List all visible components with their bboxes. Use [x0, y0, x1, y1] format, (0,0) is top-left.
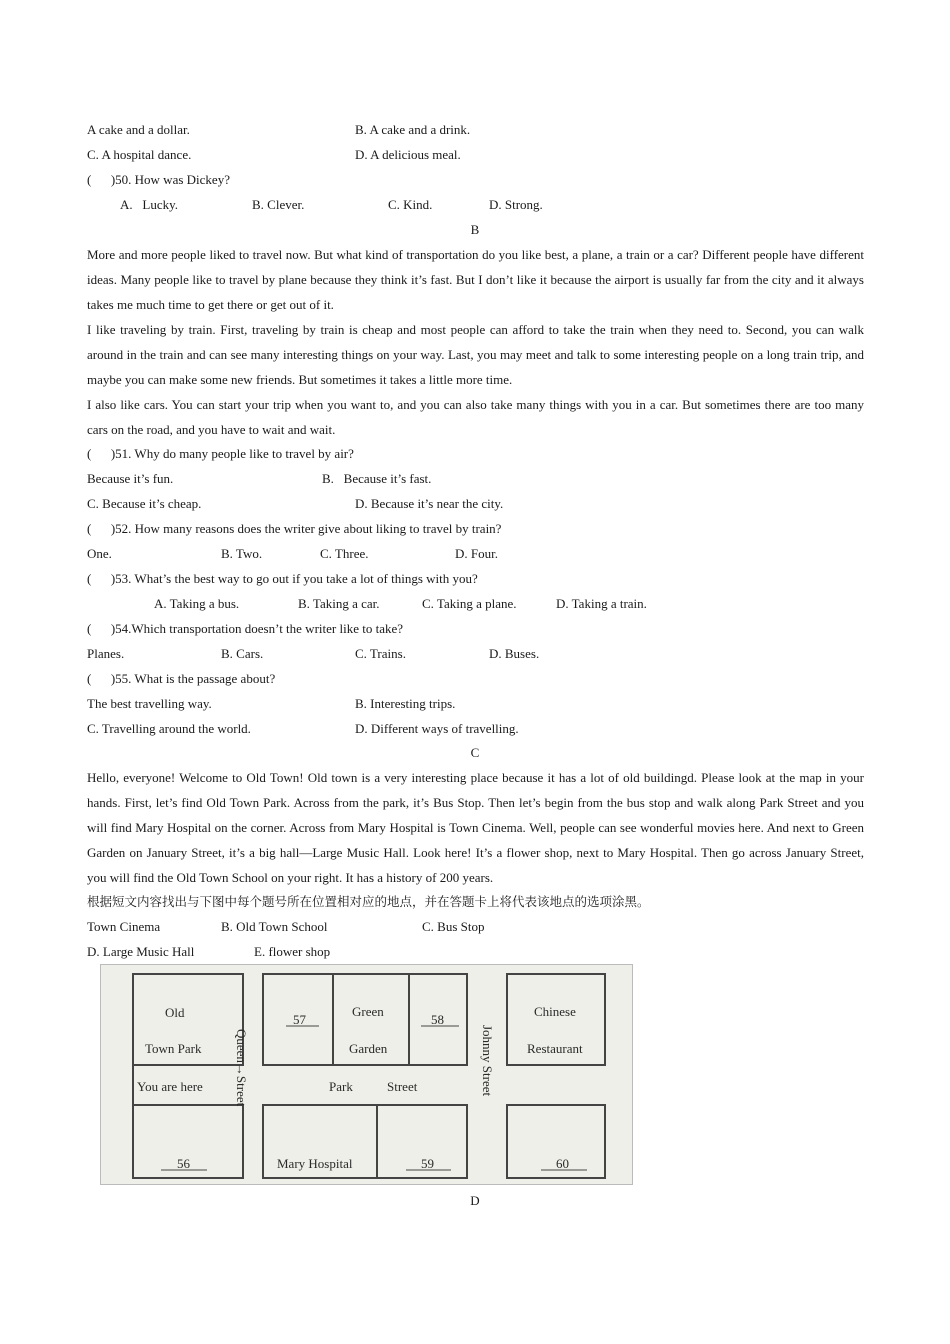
section-c-paragraph: Hello, everyone! Welcome to Old Town! Old town is a very interesting place because it has a lot of old buildingd. Please look at the map in your hands. First, let’s find Old Town Park. Across from the park, it’s Bus Stop. Then let’s begin from the bus stop and walk along Park Street and you will find Mary Hospital on the corner. Across from Mary Hospital is Town Cinema. Well, people can see wonderful movies here. And next to Green Garden on January Street, it’s a big hall—Large Music Hall. Look here! It’s a flower shop, next to Mary Hospital. Then go across January Street, you will find the Old Town School on your right. It has a history of 200 years. [87, 770, 864, 885]
section-c-heading: C [470, 745, 480, 760]
q53-option-b: B. Taking a car. [298, 596, 380, 611]
q51-option-d: D. Because it’s near the city. [355, 496, 504, 511]
map-label-mary-hospital: Mary Hospital [277, 1156, 353, 1171]
map-label-restaurant: Restaurant [527, 1041, 583, 1056]
q53-option-d: D. Taking a train. [556, 596, 647, 611]
q49-option-c: C. A hospital dance. [87, 147, 192, 162]
old-town-map [100, 964, 633, 1185]
q50-stem: ( )50. How was Dickey? [87, 172, 230, 187]
map-label-you-are-here: You are here [137, 1079, 203, 1094]
map-label-chinese: Chinese [534, 1004, 576, 1019]
map-option-b: B. Old Town School [221, 919, 328, 934]
section-b-paragraph-1: More and more people liked to travel now. But what kind of transportation do you like best, a plane, a train or a car? Different people have different ideas. Many people like to travel by plane because they think it’s fast. But I don’t like it because the airport is usually far from the city and it always takes me much time to get there or get out of it. [87, 247, 864, 312]
map-number-59: 59 [421, 1156, 434, 1171]
map-label-town-park: Town Park [145, 1041, 202, 1056]
q49-option-a: A cake and a dollar. [87, 122, 190, 137]
map-number-57: 57 [293, 1012, 306, 1027]
section-d-heading: D [470, 1193, 480, 1208]
q51-option-c: C. Because it’s cheap. [87, 496, 202, 511]
map-drawing [101, 965, 632, 1184]
map-option-c: C. Bus Stop [422, 919, 485, 934]
section-b-paragraph-2: I like traveling by train. First, traveling by train is cheap and most people can afford to take the train when they need to. Second, you can walk around in the train and can see many interesting things on your way. Last, you may meet and talk to some interesting people on a long train trip, and maybe you can make some new friends. But sometimes it takes a little more time. [87, 322, 864, 387]
q52-stem: ( )52. How many reasons does the writer give about liking to travel by train? [87, 521, 502, 536]
map-label-garden: Garden [349, 1041, 388, 1056]
q51-option-b: B. Because it’s fast. [322, 471, 432, 486]
q51-stem: ( )51. Why do many people like to travel by air? [87, 446, 354, 461]
q49-option-b: B. A cake and a drink. [355, 122, 471, 137]
q54-option-d: D. Buses. [489, 646, 540, 661]
q52-option-c: C. Three. [320, 546, 369, 561]
map-label-queen-street: Queen→Street [234, 1029, 249, 1107]
map-option-e: E. flower shop [254, 944, 331, 959]
map-number-56: 56 [177, 1156, 190, 1171]
q50-option-d: D. Strong. [489, 197, 543, 212]
map-label-old: Old [165, 1005, 185, 1020]
section-b-paragraph-3: I also like cars. You can start your trip when you want to, and you can also take many things with you in a car. But sometimes there are too many cars on the road, and you have to wait and wait. [87, 397, 864, 437]
map-option-a: Town Cinema [87, 919, 161, 934]
map-label-green: Green [352, 1004, 384, 1019]
q52-option-a: One. [87, 546, 112, 561]
section-c-instruction: 根据短文内容找出与下图中每个题号所在位置相对应的地点，并在答题卡上将代表该地点的选项涂黑。 [87, 894, 650, 909]
map-number-60: 60 [556, 1156, 569, 1171]
q54-option-a: Planes. [87, 646, 125, 661]
q53-stem: ( )53. What’s the best way to go out if you take a lot of things with you? [87, 571, 478, 586]
q54-stem: ( )54.Which transportation doesn’t the writer like to take? [87, 621, 403, 636]
q54-option-b: B. Cars. [221, 646, 264, 661]
q54-option-c: C. Trains. [355, 646, 406, 661]
q50-option-a: A. Lucky. [120, 197, 179, 212]
q55-stem: ( )55. What is the passage about? [87, 671, 276, 686]
q51-option-a: Because it’s fun. [87, 471, 174, 486]
q55-option-c: C. Travelling around the world. [87, 721, 251, 736]
q50-option-b: B. Clever. [252, 197, 305, 212]
q50-option-c: C. Kind. [388, 197, 433, 212]
map-label-park: Park [329, 1079, 353, 1094]
q49-option-d: D. A delicious meal. [355, 147, 461, 162]
q52-option-d: D. Four. [455, 546, 498, 561]
q55-option-b: B. Interesting trips. [355, 696, 456, 711]
q53-option-a: A. Taking a bus. [154, 596, 240, 611]
map-number-58: 58 [431, 1012, 444, 1027]
q53-option-c: C. Taking a plane. [422, 596, 517, 611]
q55-option-d: D. Different ways of travelling. [355, 721, 519, 736]
q55-option-a: The best travelling way. [87, 696, 212, 711]
map-label-street: Street [387, 1079, 418, 1094]
map-option-d: D. Large Music Hall [87, 944, 195, 959]
q52-option-b: B. Two. [221, 546, 263, 561]
map-label-johnny-street: Johnny Street [480, 1025, 495, 1097]
section-b-heading: B [470, 222, 480, 237]
